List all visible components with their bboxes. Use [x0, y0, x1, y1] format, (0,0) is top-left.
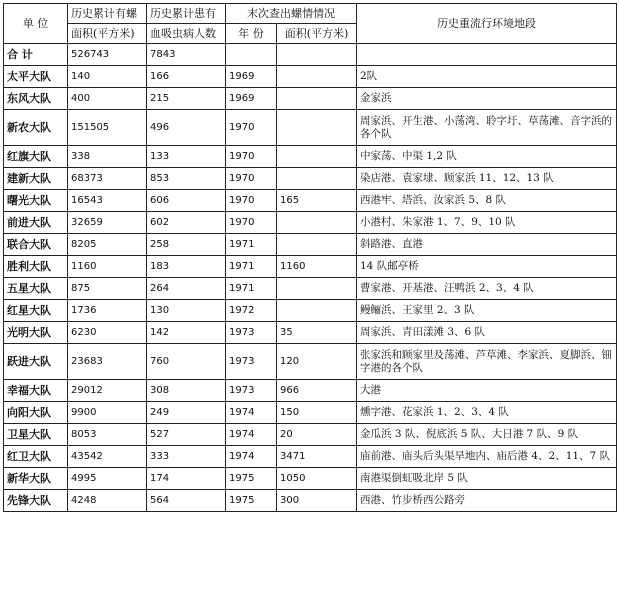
row-patients: 308 — [147, 380, 226, 402]
row-area: 1736 — [68, 300, 147, 322]
row-last-area — [277, 66, 357, 88]
row-area: 4248 — [68, 490, 147, 512]
row-patients: 606 — [147, 190, 226, 212]
row-last-area: 20 — [277, 424, 357, 446]
row-patients: 183 — [147, 256, 226, 278]
row-patients: 564 — [147, 490, 226, 512]
row-area: 1160 — [68, 256, 147, 278]
row-last-area: 966 — [277, 380, 357, 402]
row-year: 1971 — [226, 234, 277, 256]
table-row — [4, 234, 617, 256]
row-last-area: 3471 — [277, 446, 357, 468]
row-places: 周家浜、青田漾滩 3、6 队 — [357, 322, 617, 344]
row-year: 1969 — [226, 88, 277, 110]
row-places: 染店港、袁家埭、顾家浜 11、12、13 队 — [357, 168, 617, 190]
total-label: 合 计 — [4, 44, 68, 66]
row-places: 鳗鲡浜、王家里 2、3 队 — [357, 300, 617, 322]
row-patients: 133 — [147, 146, 226, 168]
row-unit: 建新大队 — [4, 168, 68, 190]
total-area: 526743 — [68, 44, 147, 66]
header-places: 历史重流行环境地段 — [357, 4, 617, 44]
row-patients: 264 — [147, 278, 226, 300]
row-patients: 174 — [147, 468, 226, 490]
total-patients: 7843 — [147, 44, 226, 66]
table-row — [4, 446, 617, 468]
row-last-area — [277, 88, 357, 110]
row-unit: 联合大队 — [4, 234, 68, 256]
row-area: 140 — [68, 66, 147, 88]
row-last-area: 120 — [277, 344, 357, 380]
row-unit: 红卫大队 — [4, 446, 68, 468]
header-row-1 — [4, 4, 617, 24]
total-year — [226, 44, 277, 66]
row-patients: 258 — [147, 234, 226, 256]
row-places: 曹家港、开基港、汪鸭浜 2、3、4 队 — [357, 278, 617, 300]
row-area: 68373 — [68, 168, 147, 190]
row-year: 1973 — [226, 380, 277, 402]
row-places: 庙前港、庙头后头渠旱地内、庙后港 4、2、11、7 队 — [357, 446, 617, 468]
row-places: 西港牢、塔浜、汝家浜 5、8 队 — [357, 190, 617, 212]
row-patients: 527 — [147, 424, 226, 446]
row-unit: 红星大队 — [4, 300, 68, 322]
row-places: 金家浜 — [357, 88, 617, 110]
row-area: 338 — [68, 146, 147, 168]
header-year: 年 份 — [226, 24, 277, 44]
row-patients: 249 — [147, 402, 226, 424]
row-unit: 新华大队 — [4, 468, 68, 490]
data-table-container — [3, 3, 617, 512]
row-places: 燻字港、花家浜 1、2、3、4 队 — [357, 402, 617, 424]
row-patients: 333 — [147, 446, 226, 468]
row-year: 1971 — [226, 278, 277, 300]
row-unit: 跃进大队 — [4, 344, 68, 380]
row-last-area: 1160 — [277, 256, 357, 278]
row-places: 14 队邮亭桥 — [357, 256, 617, 278]
row-year: 1975 — [226, 468, 277, 490]
row-area: 43542 — [68, 446, 147, 468]
row-area: 4995 — [68, 468, 147, 490]
row-year: 1975 — [226, 490, 277, 512]
row-area: 875 — [68, 278, 147, 300]
row-last-area — [277, 110, 357, 146]
row-year: 1973 — [226, 344, 277, 380]
table-row — [4, 190, 617, 212]
row-area: 23683 — [68, 344, 147, 380]
table-row — [4, 468, 617, 490]
header-patients-line2: 血吸虫病人数 — [147, 24, 226, 44]
total-row — [4, 44, 617, 66]
row-last-area: 35 — [277, 322, 357, 344]
row-last-area: 165 — [277, 190, 357, 212]
header-last-found: 末次查出螺情情况 — [226, 4, 357, 24]
row-unit: 五星大队 — [4, 278, 68, 300]
row-places: 斜路港、直港 — [357, 234, 617, 256]
row-last-area: 300 — [277, 490, 357, 512]
row-places: 张家浜和顾家里及荡滩、芦草滩、李家浜、夏脚浜、钿字港的各个队 — [357, 344, 617, 380]
row-unit: 胜利大队 — [4, 256, 68, 278]
table-row — [4, 344, 617, 380]
row-unit: 向阳大队 — [4, 402, 68, 424]
row-year: 1974 — [226, 424, 277, 446]
row-places: 小港村、朱家港 1、7、9、10 队 — [357, 212, 617, 234]
row-unit: 前进大队 — [4, 212, 68, 234]
row-last-area — [277, 212, 357, 234]
row-patients: 142 — [147, 322, 226, 344]
row-last-area — [277, 234, 357, 256]
row-places: 西港、竹步桥西公路旁 — [357, 490, 617, 512]
total-places — [357, 44, 617, 66]
row-unit: 卫星大队 — [4, 424, 68, 446]
row-patients: 760 — [147, 344, 226, 380]
row-year: 1970 — [226, 146, 277, 168]
table-row — [4, 88, 617, 110]
snail-history-table — [3, 3, 617, 512]
row-places: 中家荡、中渠 1,2 队 — [357, 146, 617, 168]
row-patients: 215 — [147, 88, 226, 110]
row-area: 29012 — [68, 380, 147, 402]
table-row — [4, 402, 617, 424]
table-row — [4, 300, 617, 322]
row-last-area — [277, 278, 357, 300]
row-area: 32659 — [68, 212, 147, 234]
row-area: 8205 — [68, 234, 147, 256]
row-area: 16543 — [68, 190, 147, 212]
row-unit: 太平大队 — [4, 66, 68, 88]
row-area: 8053 — [68, 424, 147, 446]
row-year: 1974 — [226, 446, 277, 468]
table-row — [4, 278, 617, 300]
row-unit: 光明大队 — [4, 322, 68, 344]
row-places: 大港 — [357, 380, 617, 402]
row-year: 1972 — [226, 300, 277, 322]
table-row — [4, 490, 617, 512]
row-year: 1974 — [226, 402, 277, 424]
row-last-area — [277, 146, 357, 168]
table-row — [4, 66, 617, 88]
table-row — [4, 424, 617, 446]
table-row — [4, 168, 617, 190]
row-patients: 602 — [147, 212, 226, 234]
total-last-area — [277, 44, 357, 66]
row-last-area: 1050 — [277, 468, 357, 490]
row-last-area: 150 — [277, 402, 357, 424]
row-places: 2队 — [357, 66, 617, 88]
header-area-line1: 历史累计有螺 — [68, 4, 147, 24]
header-patients-line1: 历史累计患有 — [147, 4, 226, 24]
row-places: 金瓜浜 3 队、倪底浜 5 队、大日港 7 队、9 队 — [357, 424, 617, 446]
header-area-line2: 面积(平方米) — [68, 24, 147, 44]
table-row — [4, 380, 617, 402]
table-row — [4, 256, 617, 278]
row-last-area — [277, 168, 357, 190]
row-unit: 曙光大队 — [4, 190, 68, 212]
table-row — [4, 322, 617, 344]
row-year: 1970 — [226, 110, 277, 146]
table-row — [4, 110, 617, 146]
row-unit: 东风大队 — [4, 88, 68, 110]
row-year: 1970 — [226, 168, 277, 190]
row-area: 400 — [68, 88, 147, 110]
row-area: 6230 — [68, 322, 147, 344]
row-places: 南港渠倒虹吸北岸 5 队 — [357, 468, 617, 490]
header-last-area: 面积(平方米) — [277, 24, 357, 44]
row-year: 1971 — [226, 256, 277, 278]
row-patients: 496 — [147, 110, 226, 146]
row-year: 1970 — [226, 212, 277, 234]
row-unit: 红旗大队 — [4, 146, 68, 168]
row-unit: 新农大队 — [4, 110, 68, 146]
row-unit: 先锋大队 — [4, 490, 68, 512]
row-unit: 幸福大队 — [4, 380, 68, 402]
row-last-area — [277, 300, 357, 322]
row-year: 1970 — [226, 190, 277, 212]
header-unit: 单 位 — [4, 4, 68, 44]
row-patients: 166 — [147, 66, 226, 88]
row-patients: 853 — [147, 168, 226, 190]
table-row — [4, 146, 617, 168]
row-year: 1969 — [226, 66, 277, 88]
row-year: 1973 — [226, 322, 277, 344]
table-row — [4, 212, 617, 234]
row-places: 周家浜、开生港、小荡湾、聆字圩、草荡滩、音字浜的各个队 — [357, 110, 617, 146]
row-area: 151505 — [68, 110, 147, 146]
row-patients: 130 — [147, 300, 226, 322]
row-area: 9900 — [68, 402, 147, 424]
